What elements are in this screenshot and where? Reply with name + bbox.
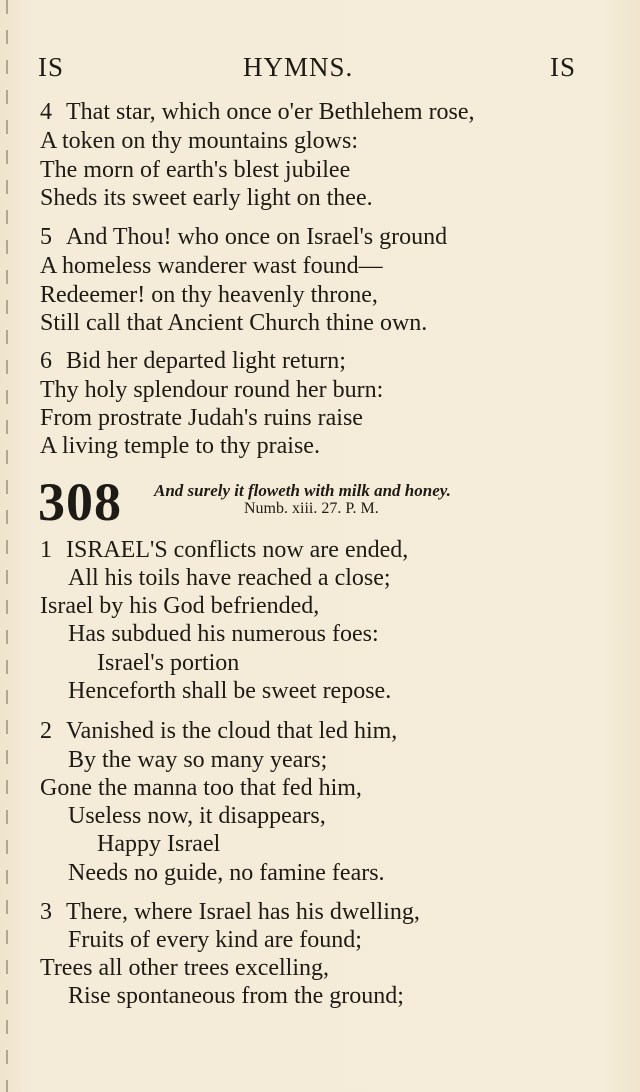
header-left: IS (38, 52, 65, 82)
stanza-line: Useless now, it disappears, (68, 803, 326, 829)
scripture-reference: Numb. xiii. 27. P. M. (244, 500, 379, 517)
stanza-number: 1 (40, 537, 52, 563)
stanza-line: Gone the manna too that fed him, (40, 775, 362, 801)
header-right: IS (549, 52, 576, 82)
stanza-line: Israel's portion (97, 650, 240, 676)
stanza-line: A living temple to thy praise. (40, 433, 320, 459)
stanza-line: A homeless wanderer wast found— (40, 253, 383, 279)
stanza-line: Sheds its sweet early light on thee. (40, 185, 373, 211)
stanza-number: 4 (40, 99, 52, 125)
stanza-line: Rise spontaneous from the ground; (68, 983, 404, 1009)
stanza-line: Thy holy splendour round her burn: (40, 377, 384, 403)
stanza-line: Redeemer! on thy heavenly throne, (40, 282, 378, 308)
stanza-line: Israel by his God befriended, (40, 593, 320, 619)
stanza-line: Still call that Ancient Church thine own. (40, 310, 428, 336)
stanza-number: 6 (40, 348, 52, 374)
header-title: HYMNS. (243, 52, 354, 82)
stanza-line: 3 There, where Israel has his dwelling, (40, 899, 420, 925)
stanza-line: Henceforth shall be sweet repose. (68, 678, 392, 704)
stanza-line: Has subdued his numerous foes: (68, 621, 379, 647)
stanza-line: The morn of earth's blest jubilee (40, 157, 351, 183)
stanza-line: All his toils have reached a close; (68, 565, 391, 591)
stanza-number: 3 (40, 899, 52, 925)
stanza-line: 6 Bid her departed light return; (40, 348, 346, 374)
stanza-line: From prostrate Judah's ruins raise (40, 405, 363, 431)
stanza-line: Fruits of every kind are found; (68, 927, 362, 953)
stanza-line: Needs no guide, no famine fears. (68, 860, 385, 886)
page-edge-rule (6, 0, 8, 1092)
stanza-line: 1 ISRAEL'S conflicts now are ended, (40, 537, 409, 563)
stanza-line: Trees all other trees excelling, (40, 955, 330, 981)
running-header (38, 52, 576, 86)
stanza-line: Happy Israel (97, 831, 221, 857)
hymn-epigraph: And surely it floweth with milk and honey. (154, 481, 451, 500)
stanza-line: 4 That star, which once o'er Bethlehem rose, (40, 99, 475, 125)
stanza-line: 5 And Thou! who once on Israel's ground (40, 224, 448, 250)
hymn-number: 308 (38, 472, 122, 532)
stanza-line: A token on thy mountains glows: (40, 128, 358, 154)
stanza-line: By the way so many years; (68, 747, 328, 773)
stanza-number: 5 (40, 224, 52, 250)
stanza-number: 2 (40, 718, 52, 744)
stanza-line: 2 Vanished is the cloud that led him, (40, 718, 398, 744)
